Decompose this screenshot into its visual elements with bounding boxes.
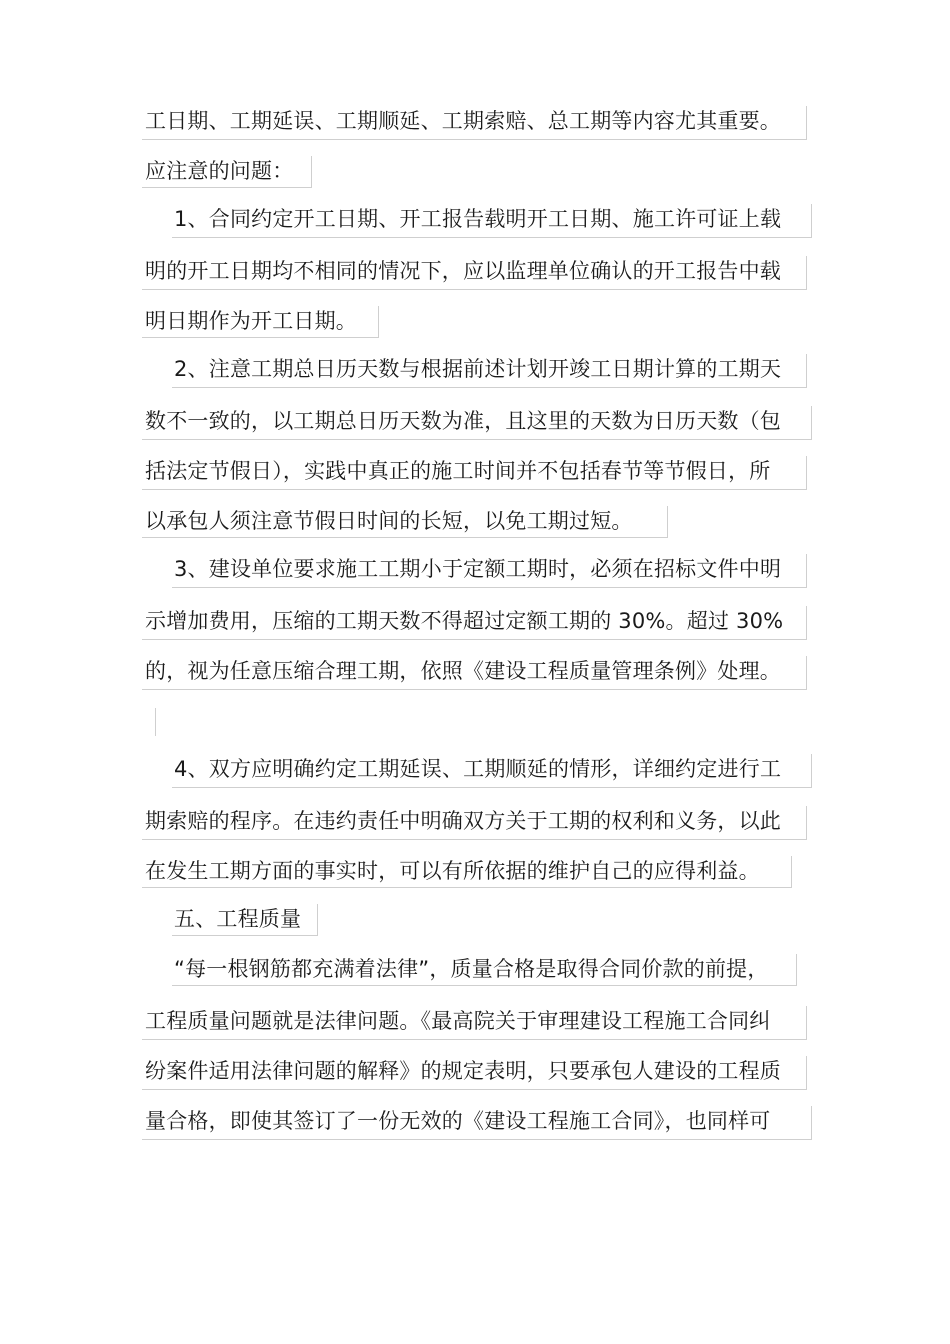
empty-line-marker [142, 708, 156, 736]
text-line: 纷案件适用法律问题的解释》的规定表明，只要承包人建设的工程质 [145, 1059, 781, 1083]
text-line: 4、双方应明确约定工期延误、工期顺延的情形，详细约定进行工 [174, 757, 782, 781]
text-line: 应注意的问题： [145, 159, 294, 183]
text-line: 在发生工期方面的事实时，可以有所依据的维护自己的应得利益。 [145, 859, 760, 883]
text-line: 示增加费用，压缩的工期天数不得超过定额工期的 30%。超过 30% [145, 609, 784, 633]
text-line: 以承包人须注意节假日时间的长短，以免工期过短。 [145, 509, 633, 533]
text-line: 的，视为任意压缩合理工期，依照《建设工程质量管理条例》处理。 [145, 659, 781, 683]
text-line: 数不一致的，以工期总日历天数为准，且这里的天数为日历天数（包 [145, 409, 781, 433]
text-line: 2、注意工期总日历天数与根据前述计划开竣工日期计算的工期天 [174, 357, 782, 381]
text-line: 括法定节假日），实践中真正的施工时间并不包括春节等节假日，所 [145, 459, 771, 483]
text-line: 工日期、工期延误、工期顺延、工期索赔、总工期等内容尤其重要。 [145, 109, 781, 133]
text-line: 1、合同约定开工日期、开工报告载明开工日期、施工许可证上载 [174, 207, 782, 231]
text-line: “每一根钢筋都充满着法律”，质量合格是取得合同价款的前提， [174, 957, 769, 981]
text-line: 量合格，即使其签订了一份无效的《建设工程施工合同》，也同样可 [145, 1109, 771, 1133]
text-line: 明的开工日期均不相同的情况下，应以监理单位确认的开工报告中载 [145, 259, 781, 283]
text-line: 工程质量问题就是法律问题。《最高院关于审理建设工程施工合同纠 [145, 1009, 771, 1033]
text-line: 3、建设单位要求施工工期小于定额工期时，必须在招标文件中明 [174, 557, 782, 581]
section-heading: 五、工程质量 [174, 907, 302, 931]
text-line: 明日期作为开工日期。 [145, 309, 357, 333]
text-line: 期索赔的程序。在违约责任中明确双方关于工期的权利和义务，以此 [145, 809, 781, 833]
